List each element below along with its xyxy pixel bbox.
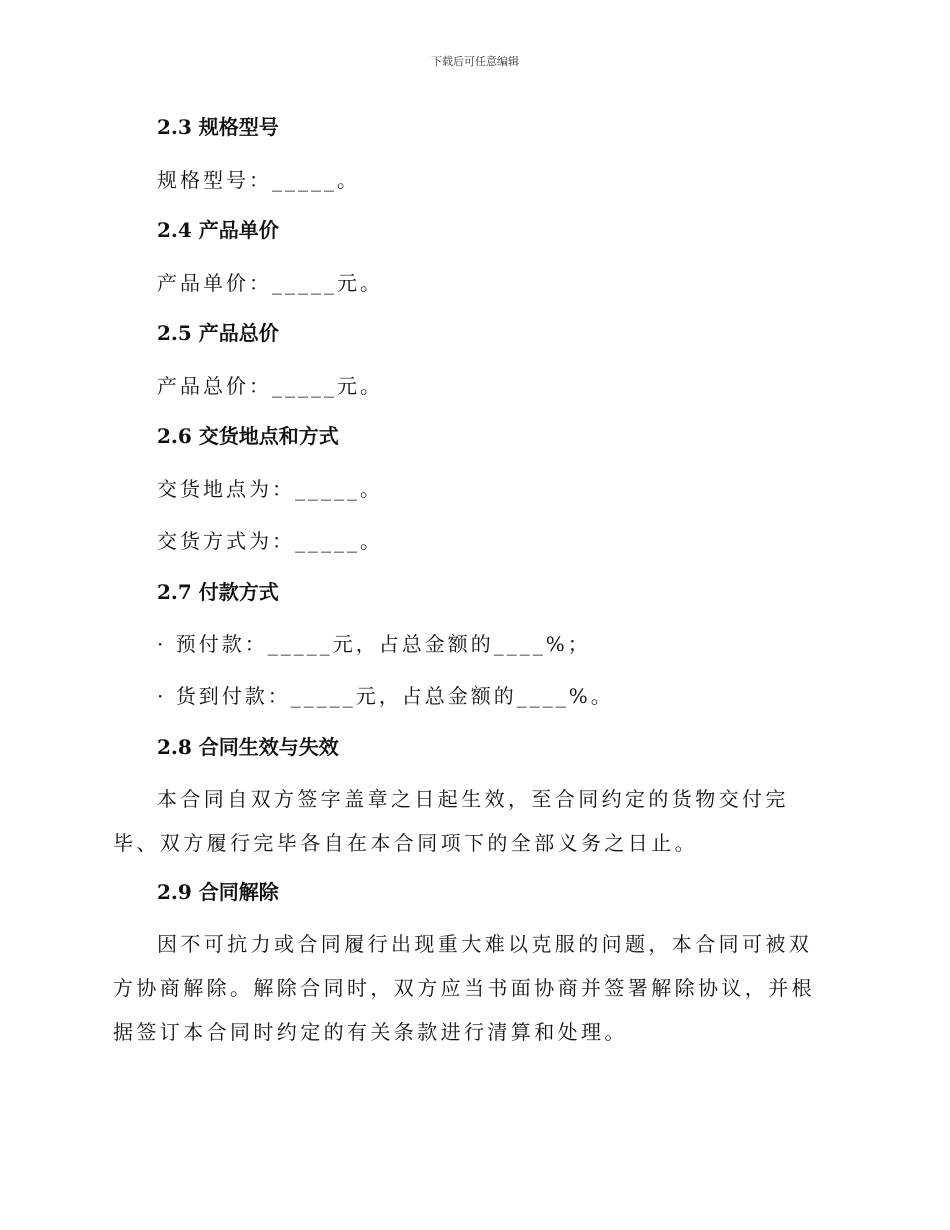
section-2-5-title: 2.5 产品总价 xyxy=(157,321,279,345)
section-2-3-title: 2.3 规格型号 xyxy=(157,115,279,139)
section-2-4-title: 2.4 产品单价 xyxy=(157,218,279,242)
section-2-7-title: 2.7 付款方式 xyxy=(157,580,279,604)
section-2-8-title: 2.8 合同生效与失效 xyxy=(157,735,339,759)
prepayment-line: · 预付款：_____元，占总金额的____%； xyxy=(157,632,591,656)
unit-price-line: 产品单价：_____元。 xyxy=(157,271,383,295)
termination-paragraph: 因不可抗力或合同履行出现重大难以克服的问题，本合同可被双方协商解除。解除合同时，双方应当书面协商并签署解除协议，并根据签订本合同时约定的有关条款进行清算和处理。 xyxy=(113,932,815,1044)
cash-on-delivery-line: · 货到付款：_____元，占总金额的____%。 xyxy=(157,684,614,708)
spec-model-line: 规格型号：_____。 xyxy=(157,168,360,192)
section-2-9-title: 2.9 合同解除 xyxy=(157,880,279,904)
delivery-location-line: 交货地点为：_____。 xyxy=(157,477,383,501)
page-header: 下载后可任意编辑 xyxy=(431,55,519,68)
total-price-line: 产品总价：_____元。 xyxy=(157,374,383,398)
section-2-6-title: 2.6 交货地点和方式 xyxy=(157,424,339,448)
delivery-method-line: 交货方式为：_____。 xyxy=(157,529,383,553)
effectiveness-paragraph: 本合同自双方签字盖章之日起生效，至合同约定的货物交付完毕、双方履行完毕各自在本合同项下的全部义务之日止。 xyxy=(113,787,789,855)
